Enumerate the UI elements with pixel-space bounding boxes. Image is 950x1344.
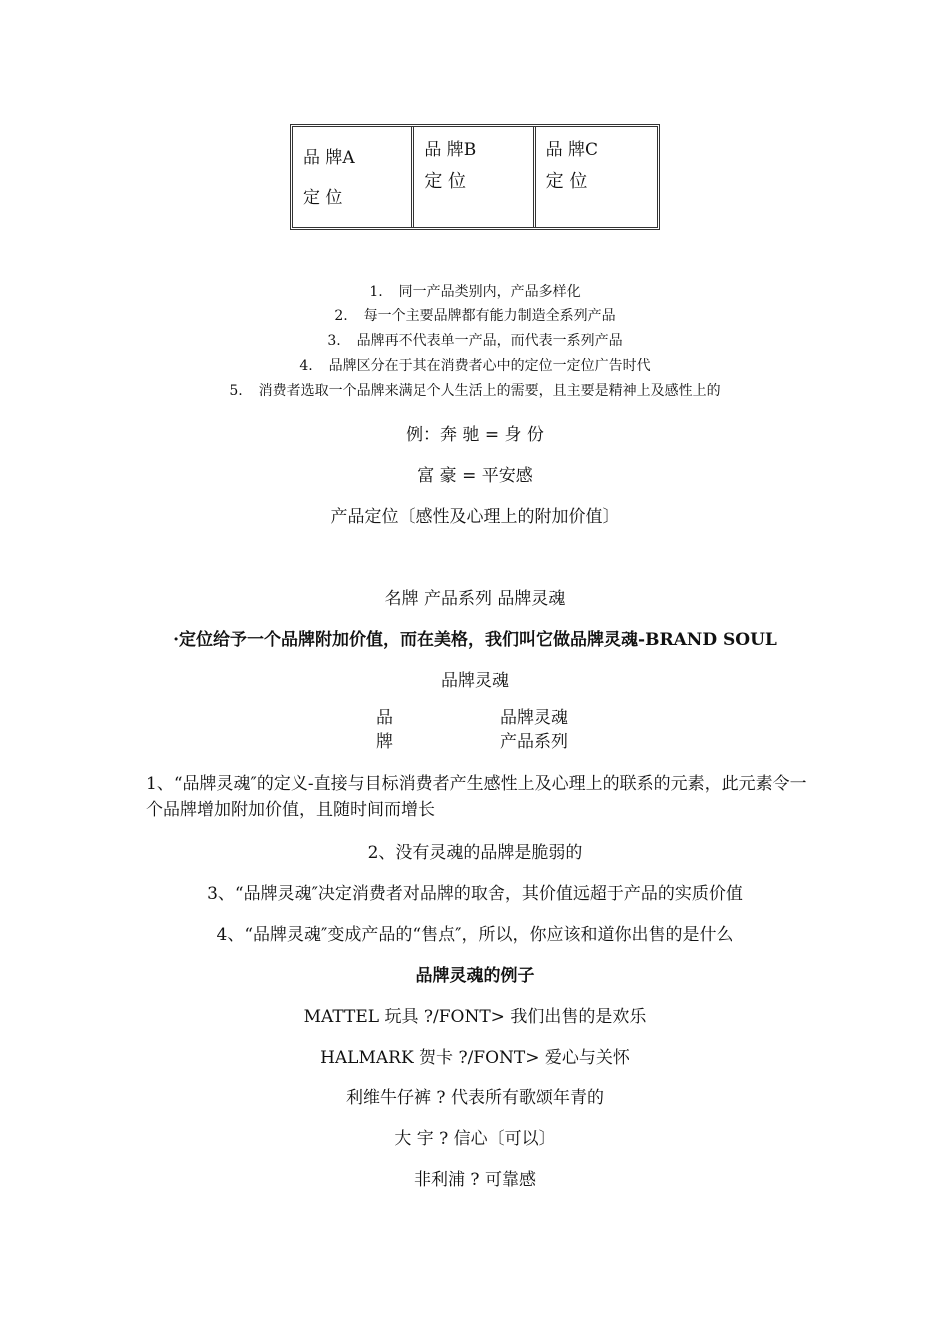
point-3: 3、“品牌灵魂″决定消费者对品牌的取舍，其价值远超于产品的实质价值 bbox=[207, 884, 743, 904]
brand-soul-statement: ·定位给予一个品牌附加价值，而在美格，我们叫它做品牌灵魂-BRAND SOUL bbox=[173, 630, 777, 650]
list-item bbox=[0, 355, 950, 375]
brand-b-label: 品 牌B bbox=[424, 140, 477, 160]
soul-example-item: 大 宇 ? 信心〔可以〕 bbox=[394, 1129, 556, 1149]
soul-example-item: MATTEL 玩具 ?/FONT> 我们出售的是欢乐 bbox=[303, 1007, 647, 1027]
brand-soul-label: 品牌灵魂 bbox=[441, 671, 509, 691]
list-number: 3. bbox=[327, 333, 341, 349]
list-text: 品牌再不代表单一产品，而代表一系列产品 bbox=[356, 333, 623, 349]
list-number: 5. bbox=[229, 383, 243, 399]
soul-example-item: 利维牛仔裤 ? 代表所有歌颂年青的 bbox=[346, 1088, 604, 1108]
brand-positioning-table bbox=[290, 124, 660, 230]
section-heading: 名牌 产品系列 品牌灵魂 bbox=[384, 589, 566, 609]
list-number: 2. bbox=[334, 308, 348, 324]
point-2: 2、没有灵魂的品牌是脆弱的 bbox=[367, 843, 583, 863]
right-column bbox=[500, 706, 568, 754]
soul-example-item: 非利浦 ? 可靠感 bbox=[414, 1170, 536, 1190]
list-item bbox=[0, 380, 950, 400]
brand-c-position: 定 位 bbox=[545, 171, 588, 192]
soul-example-item: HALMARK 贺卡 ?/FONT> 爱心与关怀 bbox=[320, 1048, 630, 1068]
soul-examples-title: 品牌灵魂的例子 bbox=[415, 966, 535, 986]
brand-a-position: 定 位 bbox=[303, 188, 343, 208]
right-col-item: 产品系列 bbox=[500, 732, 568, 752]
left-col-item: 牌 bbox=[376, 732, 393, 752]
brand-c-label: 品 牌C bbox=[545, 140, 599, 160]
list-number: 4. bbox=[299, 358, 313, 374]
left-col-item: 品 bbox=[376, 708, 393, 728]
list-item bbox=[0, 281, 950, 301]
example-volvo: 富 豪 = 平安感 bbox=[417, 466, 533, 486]
list-text: 同一产品类别内，产品多样化 bbox=[398, 284, 581, 300]
brand-a-label: 品 牌A bbox=[303, 148, 355, 168]
brand-a-cell bbox=[293, 127, 414, 227]
list-text: 每一个主要品牌都有能力制造全系列产品 bbox=[363, 308, 616, 324]
list-number: 1. bbox=[369, 284, 383, 300]
list-item bbox=[0, 305, 950, 325]
example-benz: 例：奔 驰 = 身 份 bbox=[406, 425, 544, 445]
brand-c-cell bbox=[536, 127, 657, 227]
brand-b-position: 定 位 bbox=[424, 171, 467, 192]
brand-b-cell bbox=[414, 127, 535, 227]
list-item bbox=[0, 330, 950, 350]
left-column bbox=[376, 706, 393, 754]
list-text: 品牌区分在于其在消费者心中的定位一定位广告时代 bbox=[328, 358, 651, 374]
point-1: 1、“品牌灵魂″的定义-直接与目标消费者产生感性上及心理上的联系的元素，此元素令一个品牌增加附加价值，且随时间而增长 bbox=[146, 774, 807, 820]
right-col-item: 品牌灵魂 bbox=[500, 708, 568, 728]
point-4: 4、“品牌灵魂″变成产品的“售点″，所以，你应该和道你出售的是什么 bbox=[216, 925, 734, 945]
product-positioning-note: 产品定位〔感性及心理上的附加价值〕 bbox=[330, 507, 620, 527]
list-text: 消费者选取一个品牌来满足个人生活上的需要，且主要是精神上及感性上的 bbox=[258, 383, 721, 399]
